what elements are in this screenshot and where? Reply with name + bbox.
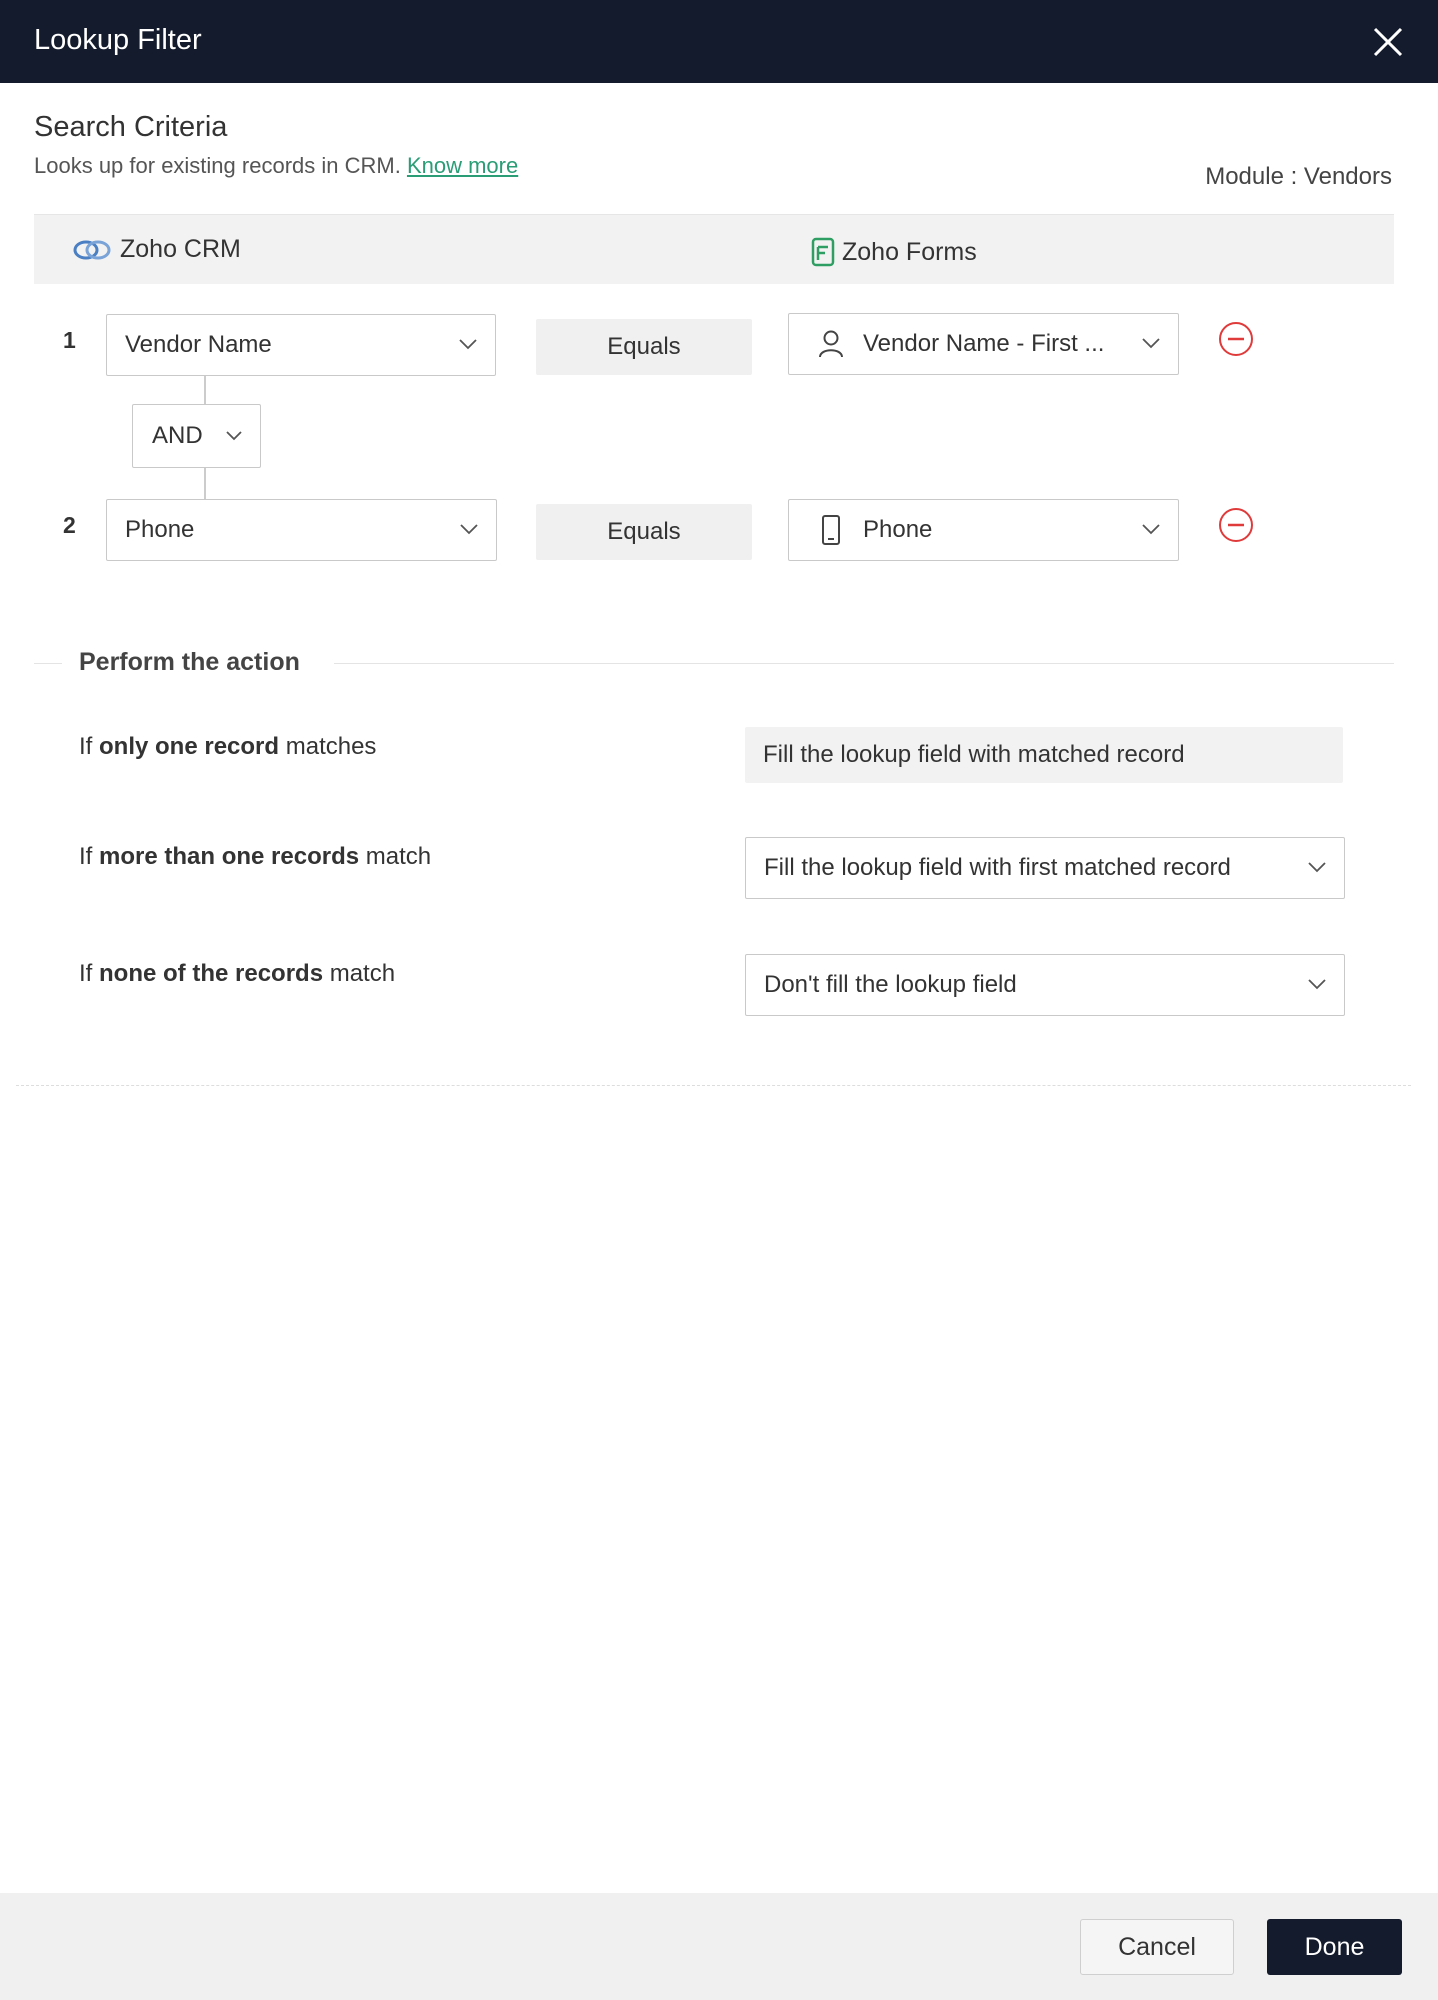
form-field-select[interactable] bbox=[788, 313, 1179, 375]
chevron-down-icon bbox=[1142, 338, 1160, 349]
chevron-down-icon bbox=[459, 339, 477, 350]
chevron-down-icon bbox=[1308, 862, 1326, 873]
crm-field-value: Vendor Name bbox=[125, 331, 272, 358]
crm-app-label: Zoho CRM bbox=[120, 235, 241, 263]
forms-app-label: Zoho Forms bbox=[842, 237, 977, 266]
rule-label bbox=[79, 733, 376, 761]
close-icon[interactable] bbox=[1370, 24, 1406, 60]
criteria-number: 2 bbox=[63, 512, 76, 538]
rule-emphasis: only one record bbox=[99, 733, 280, 760]
section-divider bbox=[34, 663, 62, 664]
crm-field-select[interactable] bbox=[106, 499, 497, 561]
form-field-value: Vendor Name - First ... bbox=[863, 330, 1105, 357]
connector-line bbox=[204, 376, 206, 404]
search-criteria-title: Search Criteria bbox=[34, 111, 228, 143]
rule-suffix: matches bbox=[279, 733, 377, 760]
logic-operator-value: AND bbox=[152, 422, 203, 449]
remove-criteria-icon[interactable] bbox=[1218, 321, 1254, 357]
module-label: Module : Vendors bbox=[1205, 163, 1392, 190]
actions-section-title: Perform the action bbox=[79, 648, 300, 676]
forms-column-header bbox=[810, 237, 977, 267]
chevron-down-icon bbox=[1308, 979, 1326, 990]
rule-label bbox=[79, 960, 395, 988]
chevron-down-icon bbox=[460, 524, 478, 535]
operator-label: Equals bbox=[536, 504, 752, 560]
description-text: Looks up for existing records in CRM. bbox=[34, 153, 401, 178]
form-field-value: Phone bbox=[863, 516, 933, 543]
no-match-action-value: Don't fill the lookup field bbox=[764, 971, 1017, 998]
multiple-match-action-select[interactable] bbox=[745, 837, 1345, 899]
dialog-header bbox=[0, 0, 1438, 83]
operator-label: Equals bbox=[536, 319, 752, 375]
remove-criteria-icon[interactable] bbox=[1218, 507, 1254, 543]
rule-label bbox=[79, 843, 431, 871]
form-field-select[interactable] bbox=[788, 499, 1179, 561]
phone-icon bbox=[817, 514, 845, 546]
zoho-crm-icon bbox=[72, 236, 112, 264]
rule-prefix: If bbox=[79, 843, 100, 870]
rule-emphasis: none of the records bbox=[99, 960, 324, 987]
multiple-match-action-value: Fill the lookup field with first matched record bbox=[764, 854, 1231, 881]
connector-line bbox=[204, 468, 206, 499]
crm-field-value: Phone bbox=[125, 516, 195, 543]
rule-suffix: match bbox=[323, 960, 396, 987]
done-button[interactable]: Done bbox=[1267, 1919, 1402, 1975]
person-icon bbox=[817, 329, 845, 359]
content-divider bbox=[16, 1085, 1411, 1086]
section-divider bbox=[334, 663, 1394, 664]
rule-emphasis: more than one records bbox=[99, 843, 360, 870]
chevron-down-icon bbox=[1142, 524, 1160, 535]
rule-prefix: If bbox=[79, 733, 100, 760]
no-match-action-select[interactable] bbox=[745, 954, 1345, 1016]
cancel-button[interactable]: Cancel bbox=[1080, 1919, 1234, 1975]
criteria-number: 1 bbox=[63, 327, 76, 353]
zoho-forms-icon bbox=[810, 237, 836, 267]
crm-field-select[interactable] bbox=[106, 314, 496, 376]
logic-operator-select[interactable] bbox=[132, 404, 261, 468]
crm-column-header bbox=[72, 235, 241, 264]
chevron-down-icon bbox=[226, 431, 242, 441]
dialog-title: Lookup Filter bbox=[34, 24, 202, 56]
know-more-link[interactable]: Know more bbox=[406, 153, 519, 178]
mapping-header bbox=[34, 214, 1394, 284]
rule-suffix: match bbox=[359, 843, 432, 870]
one-match-action-value: Fill the lookup field with matched record bbox=[745, 727, 1343, 783]
rule-prefix: If bbox=[79, 960, 100, 987]
search-criteria-description bbox=[34, 153, 518, 179]
